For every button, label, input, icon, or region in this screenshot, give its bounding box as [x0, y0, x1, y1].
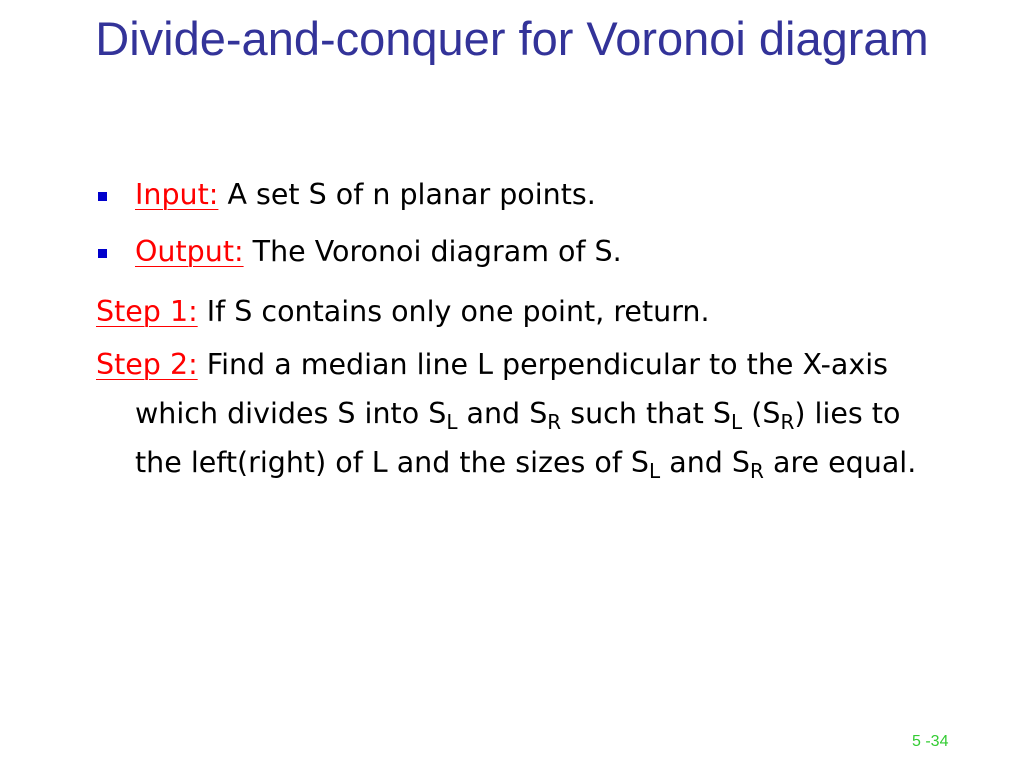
slide-title: Divide-and-conquer for Voronoi diagram: [95, 12, 929, 65]
bullet-output: [96, 235, 956, 269]
square-bullet-icon: [98, 192, 107, 201]
subscript-r: R: [750, 459, 764, 483]
slide-body: [96, 178, 956, 487]
square-bullet-icon: [98, 249, 107, 258]
subscript-r: R: [780, 410, 795, 434]
step-2-text: [135, 348, 917, 483]
subscript-l: L: [446, 410, 458, 434]
step-1: [96, 287, 956, 336]
step-1-text: If S contains only one point, return.: [206, 295, 710, 328]
step-2-text-part: and S: [457, 397, 548, 430]
input-label: Input:: [135, 178, 219, 211]
subscript-l: L: [649, 459, 661, 483]
input-text: A set S of n planar points.: [227, 178, 596, 211]
bullet-input: [96, 178, 956, 212]
step-2-label: Step 2:: [96, 348, 198, 381]
output-text: The Voronoi diagram of S.: [252, 235, 622, 268]
step-2-text-part: ) lies to the left(right) of L and the sizes of S: [135, 397, 901, 479]
step-2-text-part: (S: [742, 397, 781, 430]
step-2-text-part: Find a median line L perpendicular to the X-axis which divides S into S: [135, 348, 888, 430]
page-number: 5 -34: [912, 733, 949, 750]
step-2: [96, 340, 956, 487]
step-1-label: Step 1:: [96, 295, 198, 328]
step-2-text-part: are equal.: [763, 446, 917, 479]
step-2-text-part: such that S: [561, 397, 731, 430]
subscript-l: L: [731, 410, 743, 434]
step-2-text-part: and S: [660, 446, 751, 479]
subscript-r: R: [547, 410, 562, 434]
output-label: Output:: [135, 235, 244, 268]
